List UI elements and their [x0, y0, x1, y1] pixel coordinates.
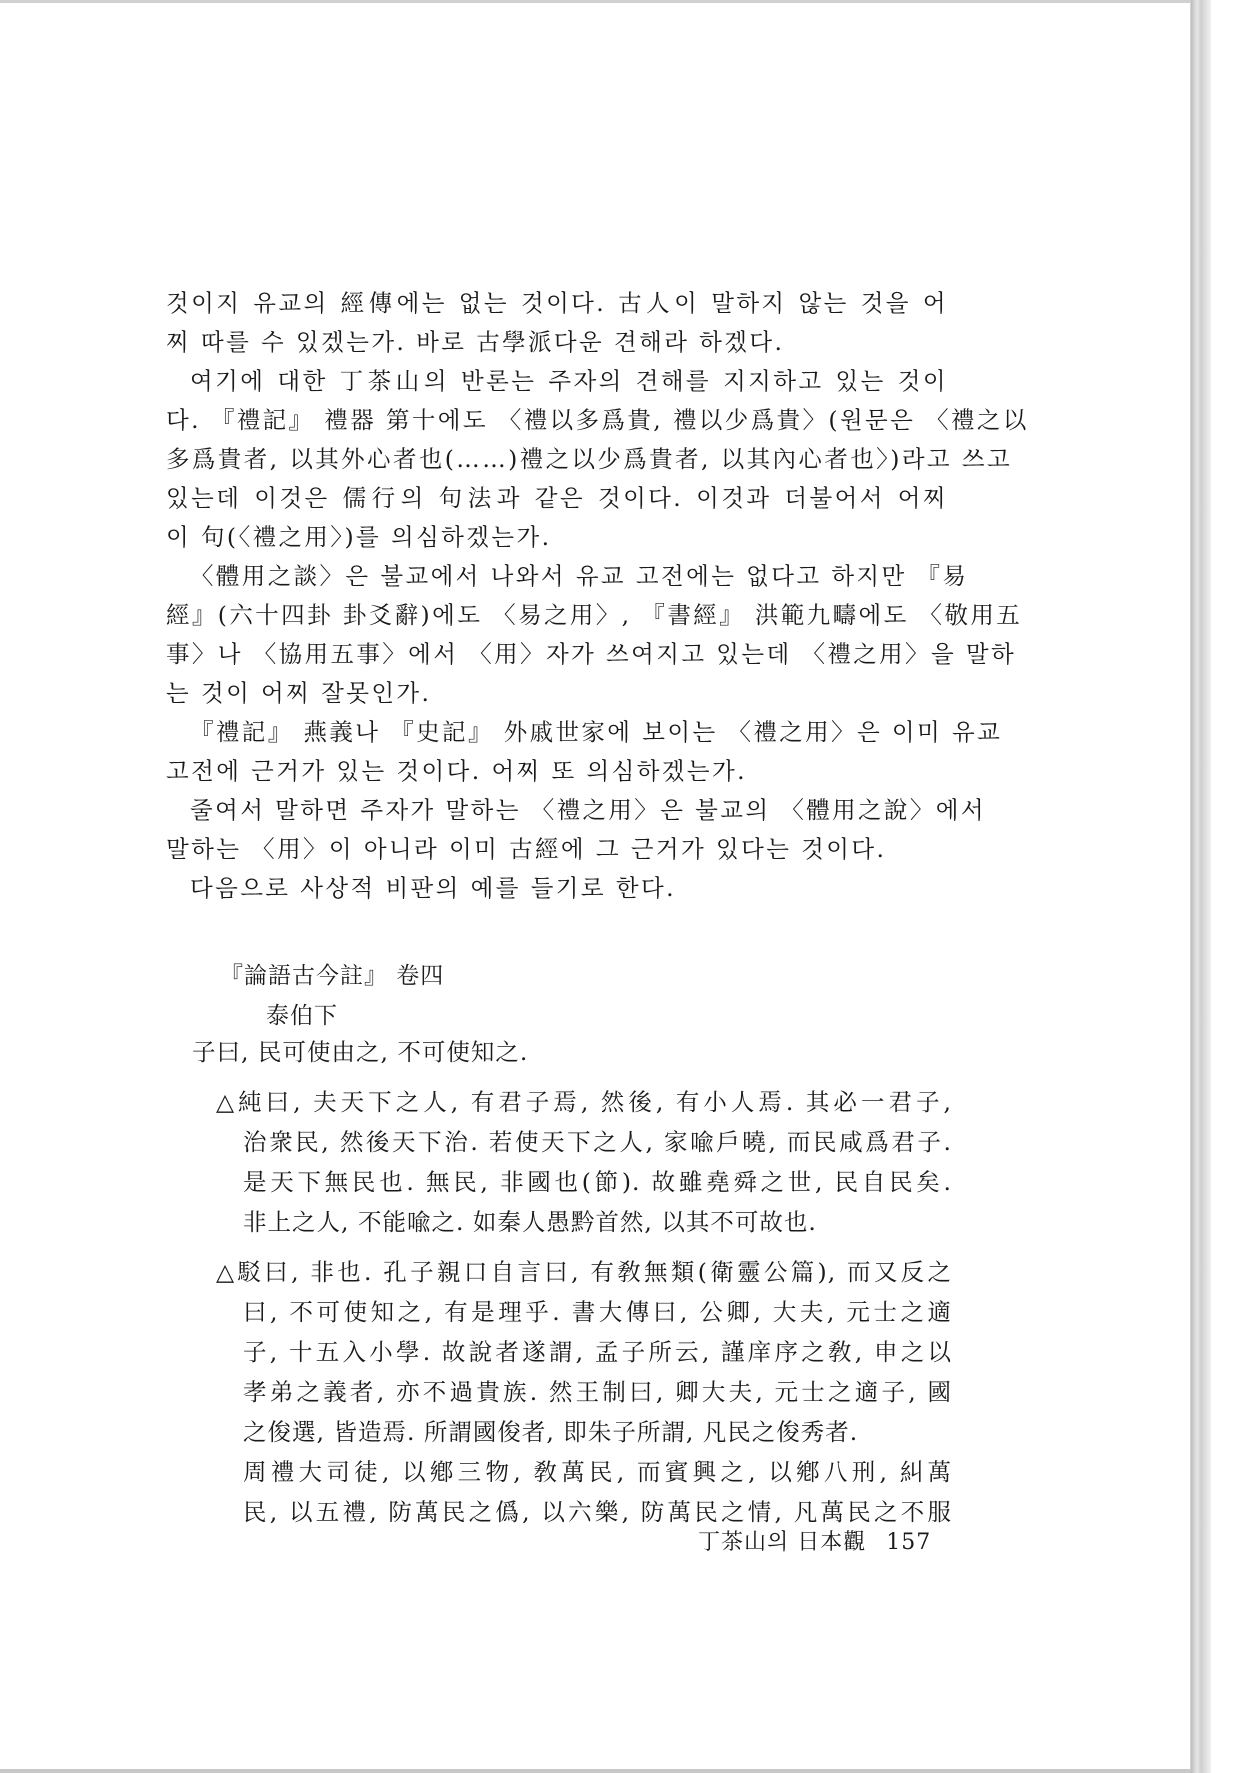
page-top-edge: [0, 0, 1205, 3]
classical-line: 治衆民, 然後天下治. 若使天下之人, 家喩戶曉, 而民咸爲君子.: [243, 1128, 952, 1156]
text-line: 는 것이 어찌 잘못인가.: [166, 679, 432, 707]
page-footer: [698, 1525, 943, 1556]
classical-line: 孝弟之義者, 亦不過貴族. 然王制曰, 卿大夫, 元士之適子, 國: [243, 1378, 952, 1406]
citation-source: 『論語古今註』 卷四: [220, 963, 445, 989]
page-bottom-edge: [0, 1769, 1205, 1773]
text-line: 말하는 〈用〉이 아니라 이미 古經에 그 근거가 있다는 것이다.: [166, 835, 887, 863]
classical-line: 民, 以五禮, 防萬民之僞, 以六樂, 防萬民之情, 凡萬民之不服: [243, 1498, 952, 1526]
text-line: 있는데 이것은 儒行의 句法과 같은 것이다. 이것과 더불어서 어찌: [166, 484, 948, 512]
classical-line: 非上之人, 不能喩之. 如秦人愚黔首然, 以其不可故也.: [243, 1208, 817, 1236]
classical-line: △純曰, 夫天下之人, 有君子焉, 然後, 有小人焉. 其必一君子,: [216, 1088, 952, 1116]
text-line: 찌 따를 수 있겠는가. 바로 古學派다운 견해라 하겠다.: [166, 328, 785, 356]
running-title: 丁茶山의 日本觀: [698, 1530, 867, 1555]
citation-block: [220, 956, 444, 1036]
text-line: 이 句(〈禮之用〉)를 의심하겠는가.: [166, 523, 552, 551]
classical-line: 子, 十五入小學. 故說者遂謂, 孟子所云, 謹庠序之敎, 申之以: [243, 1338, 952, 1366]
classical-line: 之俊選, 皆造焉. 所謂國俊者, 即朱子所謂, 凡民之俊秀者.: [243, 1418, 859, 1446]
page-number: 157: [886, 1530, 932, 1555]
text-line: 『禮記』 燕義나 『史記』 外戚世家에 보이는 〈禮之用〉은 이미 유교: [190, 718, 1003, 746]
text-line: 줄여서 말하면 주자가 말하는 〈禮之用〉은 불교의 〈體用之說〉에서: [190, 796, 986, 824]
text-line: 다. 『禮記』 禮器 第十에도 〈禮以多爲貴, 禮以少爲貴〉(원문은 〈禮之以: [166, 406, 1029, 434]
classical-line: 曰, 不可使知之, 有是理乎. 書大傳曰, 公卿, 大夫, 元士之適: [243, 1298, 952, 1326]
text-line: 事〉나 〈協用五事〉에서 〈用〉자가 쓰여지고 있는데 〈禮之用〉을 말하: [166, 640, 1017, 668]
classical-line: △駁曰, 非也. 孔子親口自言曰, 有敎無類(衛靈公篇), 而又反之: [216, 1258, 952, 1286]
text-line: 〈體用之談〉은 불교에서 나와서 유교 고전에는 없다고 하지만 『易: [190, 562, 969, 590]
classical-text: [192, 1032, 952, 1532]
classical-line: 周禮大司徒, 以鄕三物, 敎萬民, 而賓興之, 以鄕八刑, 糾萬: [243, 1458, 952, 1486]
classical-line: 是天下無民也. 無民, 非國也(節). 故雖堯舜之世, 民自民矣.: [243, 1168, 952, 1196]
text-line: 고전에 근거가 있는 것이다. 어찌 또 의심하겠는가.: [166, 757, 747, 785]
page-stack-edge: [1191, 0, 1211, 1773]
citation-chapter: 泰伯下: [266, 1003, 338, 1029]
text-line: 다음으로 사상적 비판의 예를 들기로 한다.: [190, 874, 676, 902]
text-line: 經』(六十四卦 卦爻辭)에도 〈易之用〉, 『書經』 洪範九疇에도 〈敬用五: [166, 601, 1023, 629]
commentary-text: [166, 284, 1029, 908]
text-line: 것이지 유교의 經傳에는 없는 것이다. 古人이 말하지 않는 것을 어: [166, 289, 948, 317]
text-line: 여기에 대한 丁茶山의 반론는 주자의 견해를 지지하고 있는 것이: [190, 367, 948, 395]
classical-line: 子曰, 民可使由之, 不可使知之.: [192, 1038, 529, 1066]
text-line: 多爲貴者, 以其外心者也(……)禮之以少爲貴者, 以其內心者也〉)라고 쓰고: [166, 445, 1013, 473]
